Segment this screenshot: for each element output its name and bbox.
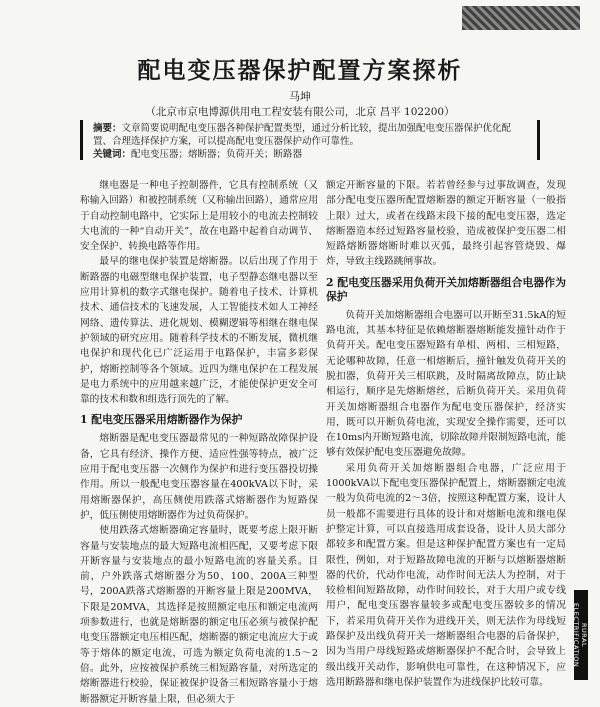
paragraph: 熔断器是配电变压器最常见的一种短路故障保护设备，它具有经济、操作方便、适应性强等特点，被广泛应用于配电变压器一次侧作为保护和进行变压器投切操作用。所以一般配电变压器容量在400kVA以下时，采用熔断器保护，高压侧使用跌落式熔断器作为短路保护，低压侧使用熔断器作为过负荷保护。 [80,433,318,521]
paper-author: 马坤 [289,90,311,103]
keywords [93,148,527,161]
abstract-box [80,120,540,160]
journal-side-tag: RURAL ELECTRIFICATION [574,590,588,680]
paragraph: 采用负荷开关加熔断器组合电器，广泛应用于1000kVA以下配电变压器保护配置上，熔断器额定电流一般为负荷电流的2～3倍，按照这种配置方案，设计人员一般都不需要进行具体的设计和对熔断电流和继电保护整定计算，可以直接选用成套设备，设计人员大部分都较多和配置方案。但是这种保护配置方案也有一定局限性，例如，对于短路故障电流的开断与以熔断器熔断器的代价，代动作电流，动作时间无法人为控制，对于较检相间短路故障，动作时间较长，对于大用户或专线用户，配电变压器容量较多或配电变压器较多的情况下，若采用负荷开关作为进线开关，则无法作为母线短路保护及出线负荷开关一熔断器组合电器的后备保护，因为当用户母线短路或熔断器保护不配合时，会导致上级出线开关动作，影响供电可靠性，在这种情况下，应选用断路器和继电保护装置作为进线保护比较可靠。 [326,462,566,688]
right-column [326,178,566,690]
paragraph: 最早的继电保护装置是熔断器。以后出现了作用于断路器的电磁型继电保护装置，电子型静态继电器以至应用计算机的数字式继电保护。随着电子技术、计算机技术、通信技术的飞速发展，人工智能技术如人工神经网络、遗传算法、进化规划、模糊逻辑等相继在继电保护领域的研究应用。随着科学技术的不断发展，微机继电保护和现代化已广泛运用于电路保护，丰富多彩保护，熔断控制等各个领域。近四为继电保护在工程发展是电力系统中的应用越来越广泛，才能使保护更安全可靠的技术和数和组选行顶先的了解。 [80,256,318,406]
paragraph: 使用跌落式熔断器确定容量时，既要考虑上限开断容量与安装地点的最大短路电流相匹配，又要考虑下限开断容量与安装地点的最小短路电流的容量关系。目前，户外跌落式熔断器分为50、100、200A三种型号，200A跌落式熔断器的开断容量上限是200MVA，下限是20MVA，其选择是按照额定电压和额定电流两项参数进行，也就是熔断器的额定电压必须与被保护配电变压器额定电压相匹配，熔断器的额定电流应大于或等于熔体的额定电流，可选为额定负荷电流的1.5～2倍。此外，应按被保护系统三相短路容量，对所选定的熔断器进行校验，保证被保护设备三相短路容量小于熔断器额定开断容量上限，但必须大于 [80,525,318,705]
left-column [80,178,318,707]
abstract [93,122,527,148]
paper-title: 配电变压器保护配置方案探析 [137,57,463,84]
abstract-label: 摘要： [93,123,122,134]
section-heading: 2 配电变压器采用负荷开关加熔断器组合电器作为保护 [326,275,566,303]
keywords-label: 关键词： [93,149,132,160]
paragraph: 负荷开关加熔断器组合电器可以开断至31.5kA的短路电流，其基本特征是依赖熔断器熔断能发撞针动作于负荷开关。配电变压器短路有单相、两相、三相短路，无论哪种故障，任意一相熔断后，撞针触发负荷开关的脱扣器，负荷开关三相联跳，及时隔离故障点，防止缺相运行，顺序是先熔断熔丝，后断负荷开关。采用负荷开关加熔断器组合电器作为配电变压器保护，经济实用，既可以开断负荷电流，实现安全操作需要，还可以在10ms内开断短路电流，切除故障并限制短路电流，能够有效保护配电变压器避免故障。 [326,309,566,459]
abstract-text: 文章简要说明配电变压器各种保护配置类型，通过分析比较，提出加强配电变压器保护优化配置、合理选择保护方案，可以提高配电变压器保护动作可靠性。 [93,123,512,147]
paragraph: 额定开断容量的下限。若若曾经参与过事故调查，发现部分配电变压器所配置熔断器的额定开断容量（一般指上限）过大，或者在线路末段下接的配电变压器，选定熔断器造本经过短路容量校验，造成被保护变压器二相短路熔断器熔断时难以灭弧，最终引起容管烧毁、爆炸，导致主线路跳闸事故。 [326,180,566,268]
keywords-text: 配电变压器；熔断器；负荷开关；断路器 [131,149,303,160]
section-heading: 1 配电变压器采用熔断器作为保护 [80,413,243,427]
paper-affiliation: （北京市京电博源供用电工程安装有限公司，北京 昌平 102200） [145,106,455,118]
header-decoration [462,6,580,30]
paragraph: 继电器是一种电子控制器件，它具有控制系统（又称输入回路）和被控制系统（又称输出回路），通常应用于自动控制电路中，它实际上是用较小的电流去控制较大电流的一种“自动开关”，故在电路中起着自动调节、安全保护、转换电路等作用。 [80,180,318,253]
